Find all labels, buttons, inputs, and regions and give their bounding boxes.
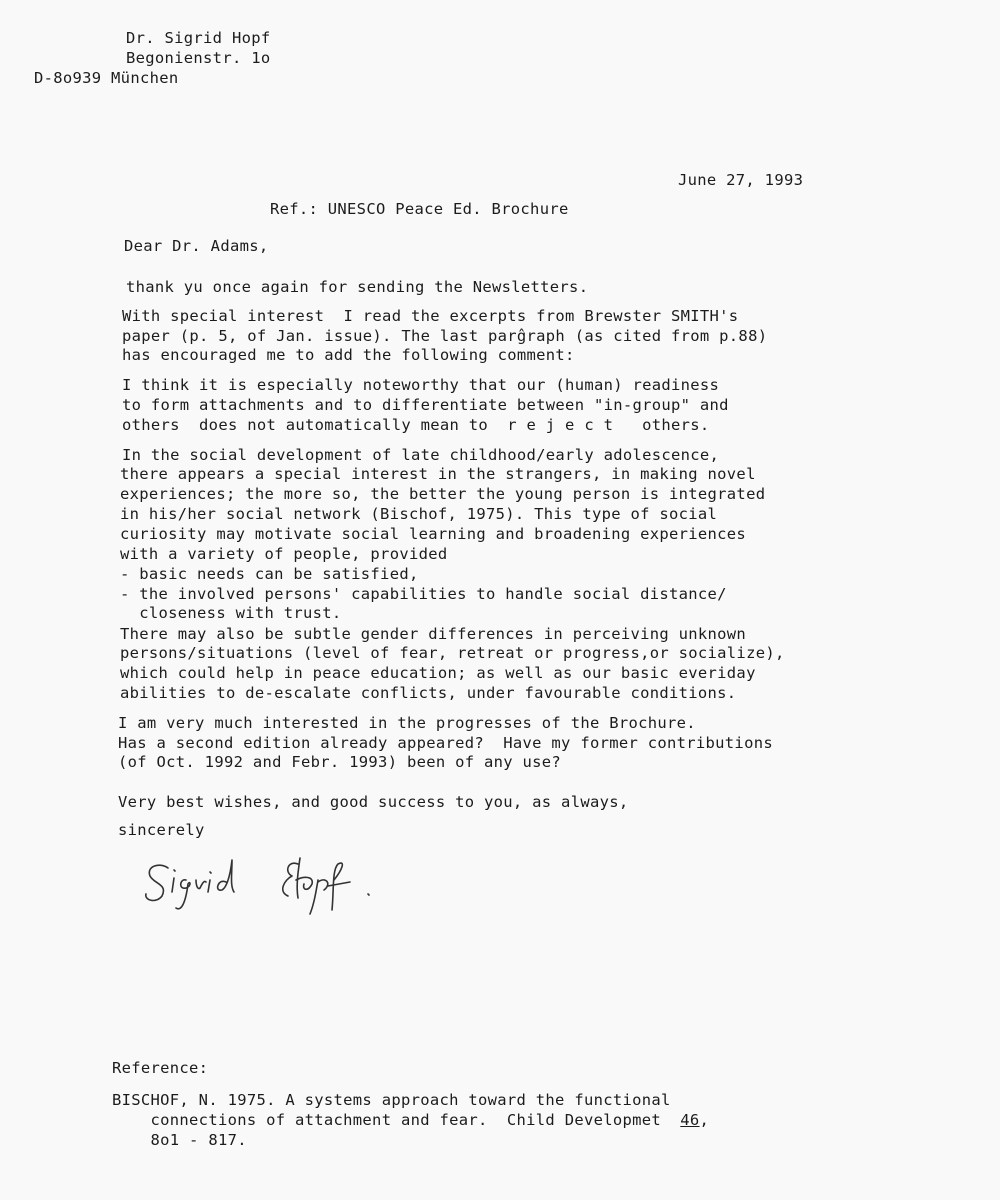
reference-volume: 46	[680, 1111, 700, 1129]
body-line: thank yu once again for sending the Newsletters.	[126, 278, 589, 296]
body-line: which could help in peace education; as well as our basic everiday	[120, 664, 756, 682]
sender-name: Dr. Sigrid Hopf	[126, 29, 271, 47]
body-line: I think it is especially noteworthy that our (human) readiness	[122, 376, 720, 394]
body-line: (of Oct. 1992 and Febr. 1993) been of any use?	[118, 753, 562, 771]
body-line: In the social development of late childhood/early adolescence,	[122, 446, 720, 464]
body-line: Has a second edition already appeared? Have my former contributions	[118, 734, 773, 752]
body-line: to form attachments and to differentiate between "in-group" and	[122, 396, 729, 414]
reference-heading: Reference:	[112, 1059, 209, 1077]
body-line: - the involved persons' capabilities to handle social distance/	[120, 585, 727, 603]
body-line: curiosity may motivate social learning and broadening experiences	[120, 525, 747, 543]
body-line: With special interest I read the excerpts from Brewster SMITH's	[122, 307, 739, 325]
salutation: Dear Dr. Adams,	[124, 237, 269, 255]
body-line: There may also be subtle gender differences in perceiving unknown	[120, 625, 747, 643]
handwritten-signature	[138, 850, 408, 920]
reference-line: BISCHOF, N. 1975. A systems approach toward the functional	[112, 1091, 671, 1109]
closing-sincerely: sincerely	[118, 821, 205, 839]
body-line: paper (p. 5, of Jan. issue). The last parĝraph (as cited from p.88)	[122, 327, 768, 345]
letter-date: June 27, 1993	[678, 171, 804, 189]
body-line: with a variety of people, provided	[120, 545, 448, 563]
body-line: persons/situations (level of fear, retreat or progress,or socialize),	[120, 644, 785, 662]
body-line: there appears a special interest in the strangers, in making novel	[120, 465, 756, 483]
body-line: - basic needs can be satisfied,	[120, 565, 419, 583]
body-line: abilities to de-escalate conflicts, under favourable conditions.	[120, 684, 737, 702]
body-line: in his/her social network (Bischof, 1975). This type of social	[120, 505, 718, 523]
reference-line: 8o1 - 817.	[112, 1131, 247, 1149]
reference-line	[112, 1110, 709, 1130]
sender-street: Begonienstr. 1o	[126, 49, 271, 67]
body-line: closeness with trust.	[120, 604, 342, 622]
reference-text: connections of attachment and fear. Child Developmet	[112, 1111, 681, 1129]
subject-line: Ref.: UNESCO Peace Ed. Brochure	[270, 200, 569, 218]
sender-city: D-8o939 München	[34, 69, 179, 87]
body-line: I am very much interested in the progresses of the Brochure.	[118, 714, 696, 732]
body-line: others does not automatically mean to r e j e c t others.	[122, 416, 710, 434]
reference-punct: ,	[699, 1111, 710, 1129]
body-line: experiences; the more so, the better the young person is integrated	[120, 485, 766, 503]
body-line: has encouraged me to add the following comment:	[122, 346, 575, 364]
closing-line: Very best wishes, and good success to you, as always,	[118, 793, 629, 811]
